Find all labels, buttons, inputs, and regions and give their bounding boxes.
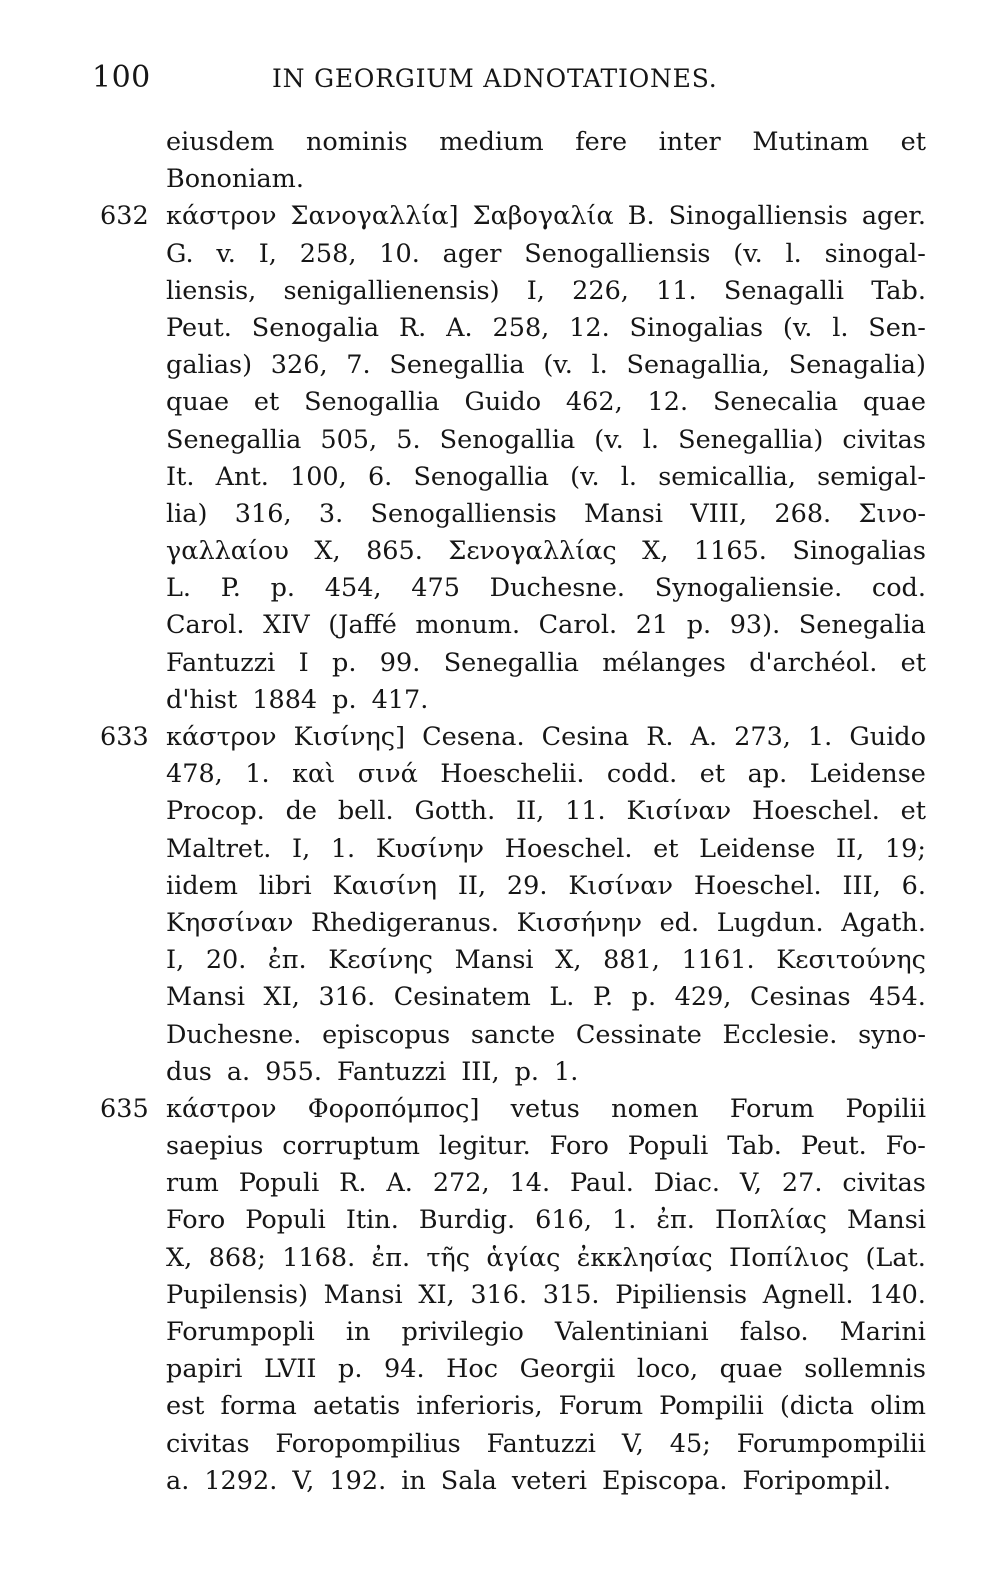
text-line: papiri LVII p. 94. Hoc Georgii loco, quae sollemnis (166, 1354, 926, 1385)
text-line: κάστρον Φοροπόμπος] vetus nomen Forum Popilii (166, 1093, 926, 1124)
text-line: Peut. Senogalia R. A. 258, 12. Sinogalias (v. l. Sen- (166, 312, 926, 343)
text-line: galias) 326, 7. Senegallia (v. l. Senagallia, Senagalia) (166, 350, 926, 381)
text-line: iidem libri Καισίνη II, 29. Κισίναν Hoeschel. III, 6. (166, 870, 926, 901)
text-line: eiusdem nominis medium fere inter Mutinam et (166, 127, 926, 157)
text-line: Bononiam. (166, 164, 304, 195)
text-line: civitas Foropompilius Fantuzzi V, 45; Forumpompilii (166, 1428, 926, 1459)
text-line: Foro Populi Itin. Burdig. 616, 1. ἐπ. Ποπλίας Mansi (166, 1205, 926, 1236)
text-line: Procop. de bell. Gotth. II, 11. Κισίναν Hoeschel. et (166, 796, 926, 827)
annotation-entry (0, 124, 1000, 198)
annotation-entry (0, 1091, 1000, 1500)
text-line: Κησσίναν Rhedigeranus. Κισσήνην ed. Lugdun. Agath. (166, 907, 926, 938)
text-line: Forumpopli in privilegio Valentiniani falso. Marini (166, 1317, 926, 1347)
text-line: liensis, senigallienensis) I, 226, 11. Senagalli Tab. (166, 275, 926, 306)
entry-number: 633 (100, 722, 149, 752)
text-line: Mansi XI, 316. Cesinatem L. P. p. 429, Cesinas 454. (166, 982, 926, 1013)
text-line: Fantuzzi I p. 99. Senegallia mélanges d'archéol. et (166, 647, 926, 678)
text-line: I, 20. ἐπ. Κεσίνης Mansi X, 881, 1161. Κεσιτούνης (166, 945, 926, 976)
text-line: lia) 316, 3. Senogalliensis Mansi VIII, 268. Σινο- (166, 498, 926, 529)
annotation-entry (0, 719, 1000, 1091)
running-title: IN GEORGIUM ADNOTATIONES. (272, 64, 718, 93)
text-line: d'hist 1884 p. 417. (166, 684, 429, 715)
text-line: Carol. XIV (Jaffé monum. Carol. 21 p. 93). Senegalia (166, 610, 926, 641)
text-line: 478, 1. καὶ σινά Hoeschelii. codd. et ap. Leidense (166, 759, 926, 790)
annotation-entry (0, 198, 1000, 719)
text-line: κάστρον Σανογαλλία] Σαβογαλία B. Sinogalliensis ager. (166, 201, 926, 232)
text-line: est forma aetatis inferioris, Forum Pompilii (dicta olim (166, 1391, 926, 1422)
text-line: It. Ant. 100, 6. Senogallia (v. l. semicallia, semigal- (166, 461, 926, 492)
text-line: γαλλαίου X, 865. Σενογαλλίας X, 1165. Sinogalias (166, 536, 926, 567)
text-line: dus a. 955. Fantuzzi III, p. 1. (166, 1056, 579, 1087)
page-number: 100 (92, 60, 151, 95)
text-line: L. P. p. 454, 475 Duchesne. Synogaliensie. cod. (166, 573, 926, 604)
text-line: Duchesne. episcopus sancte Cessinate Ecclesie. syno- (166, 1019, 926, 1050)
text-line: Maltret. I, 1. Κυσίνην Hoeschel. et Leidense II, 19; (166, 833, 926, 864)
text-line: a. 1292. V, 192. in Sala veteri Episcopa. Foripompil. (166, 1465, 892, 1496)
entry-number: 635 (100, 1093, 149, 1124)
text-line: G. v. I, 258, 10. ager Senogalliensis (v. l. sinogal- (166, 238, 926, 269)
text-line: saepius corruptum legitur. Foro Populi Tab. Peut. Fo- (166, 1131, 926, 1162)
text-line: κάστρον Κισίνης] Cesena. Cesina R. A. 273, 1. Guido (166, 722, 926, 752)
entry-number: 632 (100, 201, 149, 232)
text-line: Senegallia 505, 5. Senogallia (v. l. Senegallia) civitas (166, 424, 926, 455)
text-line: Pupilensis) Mansi XI, 316. 315. Pipiliensis Agnell. 140. (166, 1279, 926, 1310)
text-line: X, 868; 1168. ἐπ. τῆς ἁγίας ἐκκλησίας Ποπίλιος (Lat. (166, 1242, 926, 1273)
page-header (0, 60, 1000, 100)
text-line: quae et Senogallia Guido 462, 12. Senecalia quae (166, 387, 926, 418)
page-body (0, 124, 1000, 1500)
text-line: rum Populi R. A. 272, 14. Paul. Diac. V, 27. civitas (166, 1168, 926, 1199)
